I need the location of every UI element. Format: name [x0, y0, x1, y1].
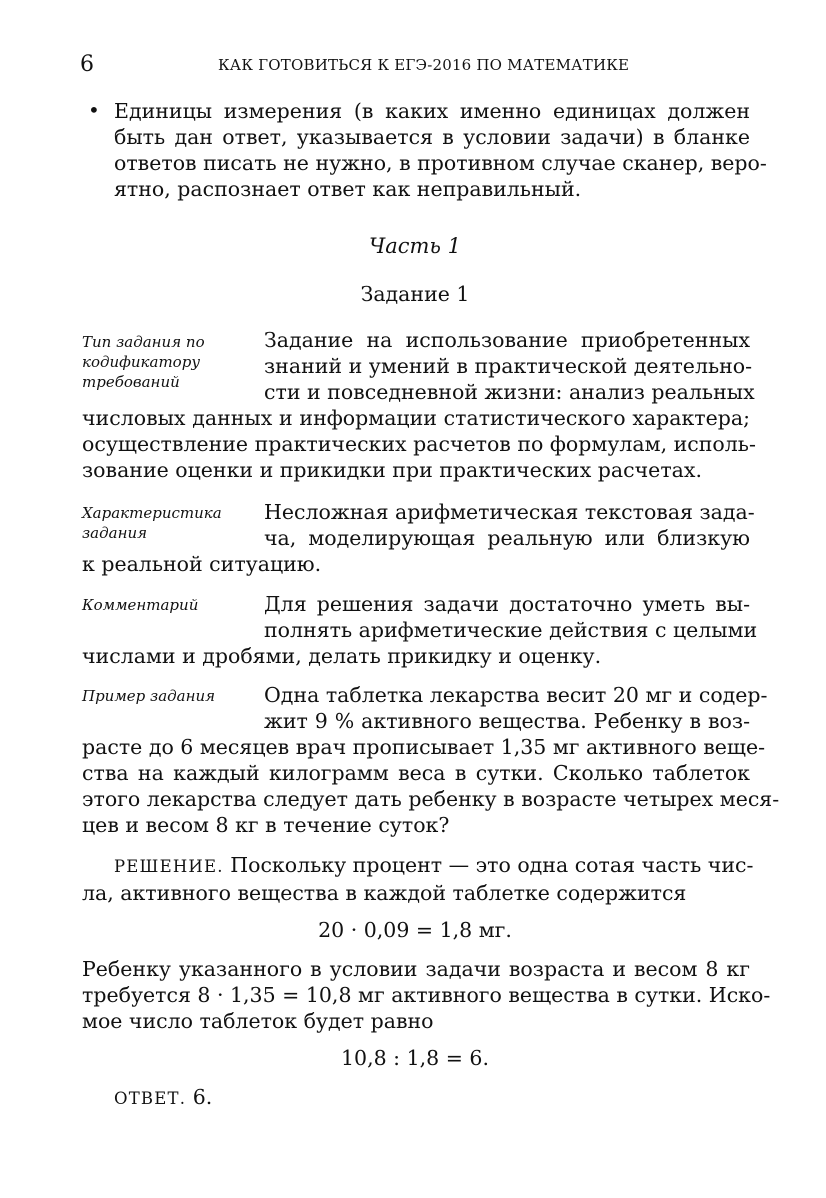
text-line: цев и весом 8 кг в течение суток?	[82, 813, 450, 837]
part-title: Часть 1	[369, 234, 461, 258]
type-paragraph-full	[82, 405, 756, 483]
text-line: требуется 8 · 1,35 = 10,8 мг активного вещества в сутки. Иско-	[82, 983, 771, 1007]
label-line: Характеристика	[82, 504, 222, 522]
label-line: Комментарий	[82, 596, 199, 614]
text-line: ча, моделирующая реальную или близкую	[264, 526, 750, 550]
text-line: этого лекарства следует дать ребенку в возрасте четырех меся-	[82, 787, 780, 811]
type-paragraph-indented	[264, 327, 755, 405]
text-line: ства на каждый килограмм веса в сутки. Сколько таблеток	[82, 761, 750, 785]
text-line: числами и дробями, делать прикидку и оценку.	[82, 644, 602, 668]
label-line: задания	[82, 524, 148, 542]
label-line: Пример задания	[82, 687, 216, 705]
solution-paragraph	[82, 852, 754, 906]
task-title: Задание 1	[360, 282, 470, 306]
comment-paragraph-indented	[264, 591, 758, 643]
text-line: ла, активного вещества в каждой таблетке содержится	[82, 881, 687, 905]
comment-paragraph-full	[82, 643, 750, 669]
text-line: Несложная арифметическая текстовая зада-	[264, 500, 755, 524]
text-line: Ребенку указанного в условии задачи возраста и весом 8 кг	[82, 957, 750, 981]
bullet-mark: •	[88, 98, 100, 122]
text-line: зование оценки и прикидки при практических расчетах.	[82, 458, 702, 482]
solution-paragraph-2	[82, 956, 771, 1034]
answer-value: 6.	[192, 1085, 213, 1109]
characteristic-paragraph-indented	[264, 499, 755, 551]
text-line: полнять арифметические действия с целыми	[264, 618, 758, 642]
text-line: ответов писать не нужно, в противном случае сканер, веро-	[114, 151, 767, 175]
text-line: знаний и умений в практической деятельно-	[264, 354, 753, 378]
text-line: ятно, распознает ответ как неправильный.	[114, 177, 582, 201]
example-paragraph-indented	[264, 682, 768, 734]
bullet-paragraph	[114, 98, 767, 202]
text-line: Одна таблетка лекарства весит 20 мг и содер-	[264, 683, 768, 707]
solution-text: Поскольку процент — это одна сотая часть чис-	[230, 853, 754, 877]
text-line: Единицы измерения (в каких именно единицах должен	[114, 99, 750, 123]
formula-2: 10,8 : 1,8 = 6.	[341, 1046, 489, 1070]
side-label-example	[82, 686, 215, 706]
text-line: Для решения задачи достаточно уметь вы-	[264, 592, 750, 616]
text-line: быть дан ответ, указывается в условии задачи) в бланке	[114, 125, 750, 149]
text-line	[82, 852, 754, 880]
label-line: Тип задания по	[82, 333, 205, 351]
running-title: КАК ГОТОВИТЬСЯ К ЕГЭ-2016 ПО МАТЕМАТИКЕ	[218, 56, 630, 74]
side-label-type	[82, 332, 205, 392]
label-line: требований	[82, 373, 180, 391]
text-line: жит 9 % активного вещества. Ребенку в воз-	[264, 709, 750, 733]
text-line: сти и повседневной жизни: анализ реальных	[264, 380, 755, 404]
answer-label: ОТВЕТ.	[114, 1089, 187, 1108]
formula-1: 20 · 0,09 = 1,8 мг.	[318, 918, 512, 942]
text-line: числовых данных и информации статистического характера;	[82, 406, 750, 430]
example-paragraph-full	[82, 734, 780, 838]
side-label-comment	[82, 595, 198, 615]
page-number: 6	[80, 52, 94, 77]
text-line: расте до 6 месяцев врач прописывает 1,35 мг активного веще-	[82, 735, 766, 759]
label-line: кодификатору	[82, 353, 201, 371]
side-label-characteristic	[82, 503, 222, 543]
text-line: к реальной ситуацию.	[82, 552, 322, 576]
solution-label: РЕШЕНИЕ.	[114, 857, 224, 876]
answer-line	[114, 1084, 212, 1112]
text-line: Задание на использование приобретенных	[264, 328, 750, 352]
characteristic-paragraph-full	[82, 551, 750, 577]
text-line: мое число таблеток будет равно	[82, 1009, 434, 1033]
text-line: осуществление практических расчетов по формулам, исполь-	[82, 432, 756, 456]
